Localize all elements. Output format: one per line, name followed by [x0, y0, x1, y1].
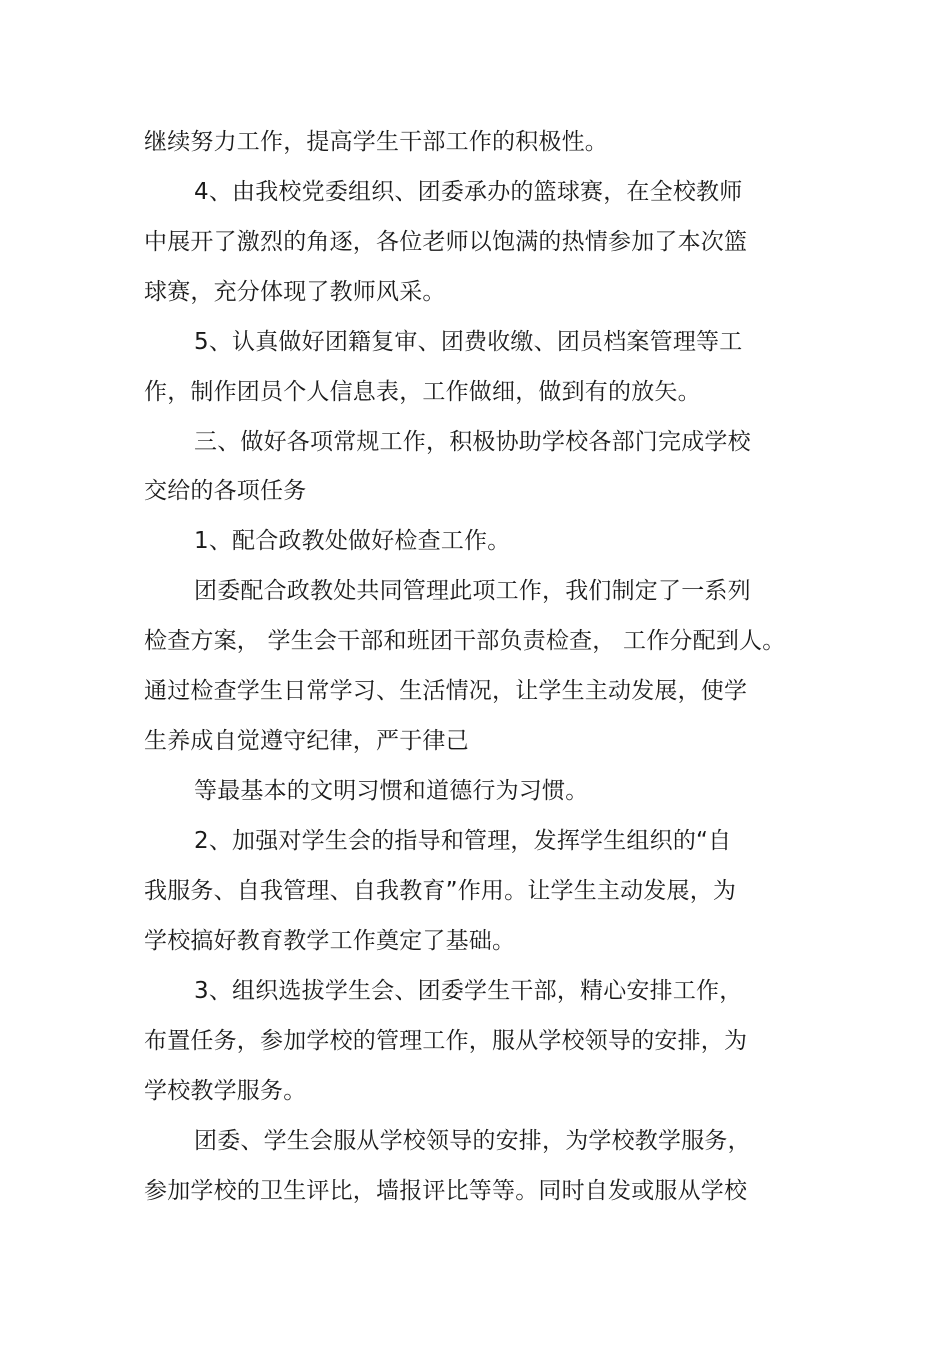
text-line-21: 团委、学生会服从学校领导的安排，为学校教学服务，: [194, 1128, 751, 1154]
text-line-10: 团委配合政教处共同管理此项工作，我们制定了一系列: [194, 578, 751, 604]
text-line-3: 中展开了激烈的角逐，各位老师以饱满的热情参加了本次篮: [144, 229, 748, 255]
text-line-14: 等最基本的文明习惯和道德行为习惯。: [194, 778, 589, 804]
text-line-11: 检查方案， 学生会干部和班团干部负责检查， 工作分配到人。: [144, 628, 786, 654]
text-line-20: 学校教学服务。: [144, 1078, 307, 1104]
text-line-16: 我服务、自我管理、自我教育”作用。让学生主动发展，为: [144, 878, 737, 904]
text-line-6: 作，制作团员个人信息表，工作做细，做到有的放矢。: [144, 379, 701, 405]
text-line-17: 学校搞好教育教学工作奠定了基础。: [144, 928, 516, 954]
section-heading-continued: 交给的各项任务: [144, 478, 307, 504]
text-line-1: 继续努力工作，提高学生干部工作的积极性。: [144, 129, 608, 155]
text-line-5: 5、认真做好团籍复审、团费收缴、团员档案管理等工: [194, 329, 743, 355]
text-line-9: 1、配合政教处做好检查工作。: [194, 528, 511, 554]
section-heading: 三、做好各项常规工作，积极协助学校各部门完成学校: [194, 429, 751, 455]
text-line-13: 生养成自觉遵守纪律，严于律己: [144, 728, 469, 754]
text-line-15: 2、加强对学生会的指导和管理，发挥学生组织的“自: [194, 828, 732, 854]
text-line-12: 通过检查学生日常学习、生活情况，让学生主动发展，使学: [144, 678, 748, 704]
text-line-2: 4、由我校党委组织、团委承办的篮球赛，在全校教师: [194, 179, 743, 205]
text-line-4: 球赛，充分体现了教师风采。: [144, 279, 446, 305]
text-line-18: 3、组织选拔学生会、团委学生干部，精心安排工作，: [194, 978, 743, 1004]
text-line-19: 布置任务，参加学校的管理工作，服从学校领导的安排，为: [144, 1028, 748, 1054]
text-line-22: 参加学校的卫生评比，墙报评比等等。同时自发或服从学校: [144, 1178, 748, 1204]
